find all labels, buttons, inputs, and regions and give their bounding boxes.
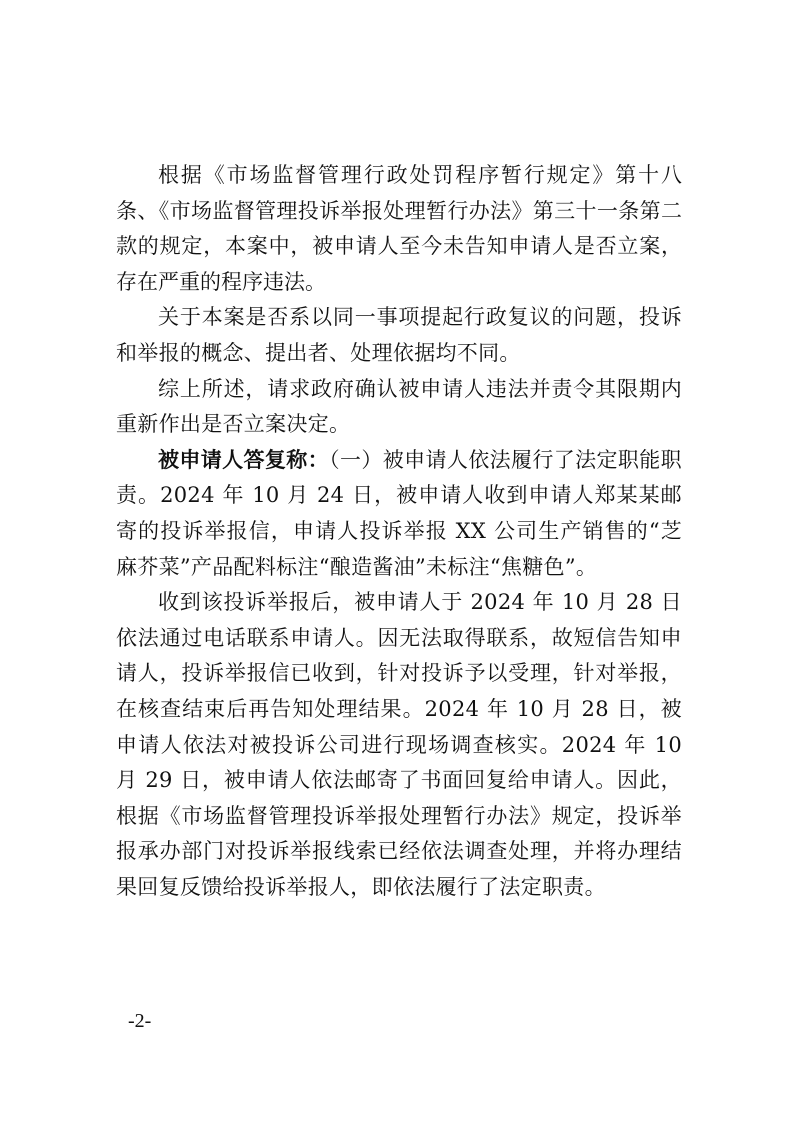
paragraph-same-matter: 关于本案是否系以同一事项提起行政复议的问题，投诉和举报的概念、提出者、处理依据均不同。: [116, 305, 682, 365]
respondent-reply-heading: 被申请人答复称：: [158, 447, 330, 472]
paragraph-respondent-reply: [116, 443, 682, 585]
paragraph-handling-process: 收到该投诉举报后，被申请人于 2024 年 10 月 28 日依法通过电话联系申请人。因无法取得联系，故短信告知申请人，投诉举报信已收到，针对投诉予以受理，针对举报，在核查结束后再告知处理结果。2024 年 10 月 28 日，被申请人依法对被投诉公司进行现场调查核实。2024 年 10 月 29 日，被申请人依法邮寄了书面回复给申请人。因此，根据《市场监督管理投诉举报处理暂行办法》规定，投诉举报承办部门对投诉举报线索已经依法调查处理，并将办理结果回复反馈给投诉举报人，即依法履行了法定职责。: [116, 590, 682, 899]
paragraph-legal-basis: 根据《市场监督管理行政处罚程序暂行规定》第十八条、《市场监督管理投诉举报处理暂行办法》第三十一条第二款的规定，本案中，被申请人至今未告知申请人是否立案，存在严重的程序违法。: [116, 163, 682, 294]
respondent-reply-text: （一）被申请人依法履行了法定职能职责。2024 年 10 月 24 日，被申请人收到申请人郑某某邮寄的投诉举报信，申请人投诉举报 XX 公司生产销售的“芝麻芥菜”产品配料标注“酿造酱油”未标注“焦糖色”。: [116, 447, 682, 579]
document-body: [116, 158, 682, 905]
paragraph-conclusion: 综上所述，请求政府确认被申请人违法并责令其限期内重新作出是否立案决定。: [116, 376, 682, 437]
page-number: -2-: [128, 1010, 152, 1032]
